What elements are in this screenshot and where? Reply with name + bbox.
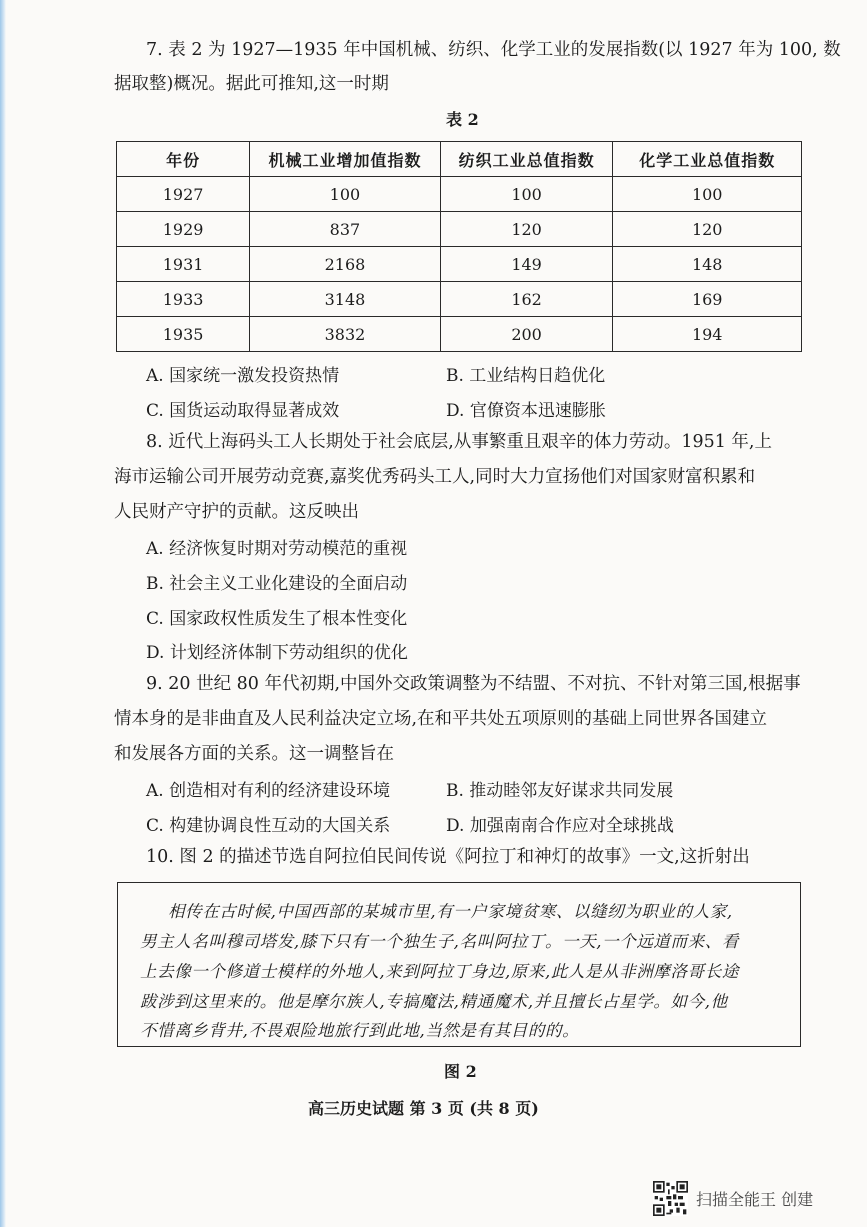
cell-year: 1929 (117, 212, 250, 247)
cell-machinery: 100 (250, 177, 441, 212)
cell-chemical: 100 (613, 177, 802, 212)
cell-textile: 149 (440, 247, 613, 282)
figure2-passage-box (117, 882, 801, 1047)
q7-option-d: D. 官僚资本迅速膨胀 (446, 401, 606, 421)
cell-textile: 200 (440, 317, 613, 352)
q9-stem-line3: 和发展各方面的关系。这一调整旨在 (114, 744, 394, 764)
table-caption: 表 2 (446, 110, 479, 129)
q8-option-a: A. 经济恢复时期对劳动模范的重视 (146, 539, 408, 559)
q7-stem-line2: 据取整)概况。据此可推知,这一时期 (114, 74, 389, 94)
watermark-text: 扫描全能王 创建 (696, 1190, 814, 1209)
cell-machinery: 2168 (250, 247, 441, 282)
table-row (117, 282, 802, 317)
cell-year: 1933 (117, 282, 250, 317)
q9-option-c: C. 构建协调良性互动的大国关系 (146, 816, 391, 836)
q8-stem-line3: 人民财产守护的贡献。这反映出 (114, 502, 359, 522)
q8-option-d: D. 计划经济体制下劳动组织的优化 (146, 643, 408, 663)
cell-chemical: 194 (613, 317, 802, 352)
q9-option-d: D. 加强南南合作应对全球挑战 (446, 816, 674, 836)
table-row (117, 212, 802, 247)
q8-stem-line1: 8. 近代上海码头工人长期处于社会底层,从事繁重且艰辛的体力劳动。1951 年,上 (146, 432, 772, 452)
q9-stem-line1: 9. 20 世纪 80 年代初期,中国外交政策调整为不结盟、不对抗、不针对第三国,根据事 (146, 674, 801, 694)
qr-code-icon (653, 1181, 688, 1216)
q9-option-b: B. 推动睦邻友好谋求共同发展 (446, 781, 674, 801)
cell-machinery: 3832 (250, 317, 441, 352)
q8-stem-line2: 海市运输公司开展劳动竞赛,嘉奖优秀码头工人,同时大力宣扬他们对国家财富积累和 (114, 467, 756, 487)
figure2-line: 上去像一个修道士模样的外地人,来到阿拉丁身边,原来,此人是从非洲摩洛哥长途 (140, 962, 739, 981)
figure2-line: 相传在古时候,中国西部的某城市里,有一户家境贫寒、以缝纫为职业的人家, (168, 902, 733, 921)
table-row (117, 247, 802, 282)
cell-chemical: 148 (613, 247, 802, 282)
figure2-line: 跋涉到这里来的。他是摩尔族人,专搞魔法,精通魔术,并且擅长占星学。如今,他 (140, 992, 728, 1011)
cell-chemical: 169 (613, 282, 802, 317)
q7-option-c: C. 国货运动取得显著成效 (146, 401, 340, 421)
q9-option-a: A. 创造相对有利的经济建设环境 (146, 781, 391, 801)
scanner-watermark (653, 1181, 813, 1216)
header-year: 年份 (117, 142, 250, 177)
q8-option-b: B. 社会主义工业化建设的全面启动 (146, 574, 408, 594)
cell-textile: 100 (440, 177, 613, 212)
table-header-row (117, 142, 802, 177)
figure2-line: 不惜离乡背井,不畏艰险地旅行到此地,当然是有其目的的。 (140, 1021, 580, 1040)
q8-option-c: C. 国家政权性质发生了根本性变化 (146, 609, 408, 629)
cell-textile: 120 (440, 212, 613, 247)
scan-edge (0, 0, 6, 1227)
table-row (117, 177, 802, 212)
q10-stem-line1: 10. 图 2 的描述节选自阿拉伯民间传说《阿拉丁和神灯的故事》一文,这折射出 (146, 847, 750, 867)
q7-option-a: A. 国家统一激发投资热情 (146, 366, 340, 386)
cell-machinery: 3148 (250, 282, 441, 317)
cell-machinery: 837 (250, 212, 441, 247)
industry-index-table (116, 141, 802, 352)
header-machinery: 机械工业增加值指数 (250, 142, 441, 177)
q7-option-b: B. 工业结构日趋优化 (446, 366, 606, 386)
q9-stem-line2: 情本身的是非曲直及人民利益决定立场,在和平共处五项原则的基础上同世界各国建立 (114, 709, 768, 729)
page-footer: 高三历史试题 第 3 页 (共 8 页) (308, 1099, 539, 1118)
cell-year: 1927 (117, 177, 250, 212)
figure2-caption: 图 2 (444, 1062, 477, 1081)
figure2-line: 男主人名叫穆司塔发,膝下只有一个独生子,名叫阿拉丁。一天,一个远道而来、看 (140, 932, 739, 951)
cell-year: 1931 (117, 247, 250, 282)
table-row (117, 317, 802, 352)
header-chemical: 化学工业总值指数 (613, 142, 802, 177)
cell-textile: 162 (440, 282, 613, 317)
cell-chemical: 120 (613, 212, 802, 247)
header-textile: 纺织工业总值指数 (440, 142, 613, 177)
cell-year: 1935 (117, 317, 250, 352)
q7-stem-line1: 7. 表 2 为 1927—1935 年中国机械、纺织、化学工业的发展指数(以 1927 年为 100, 数 (146, 40, 841, 60)
